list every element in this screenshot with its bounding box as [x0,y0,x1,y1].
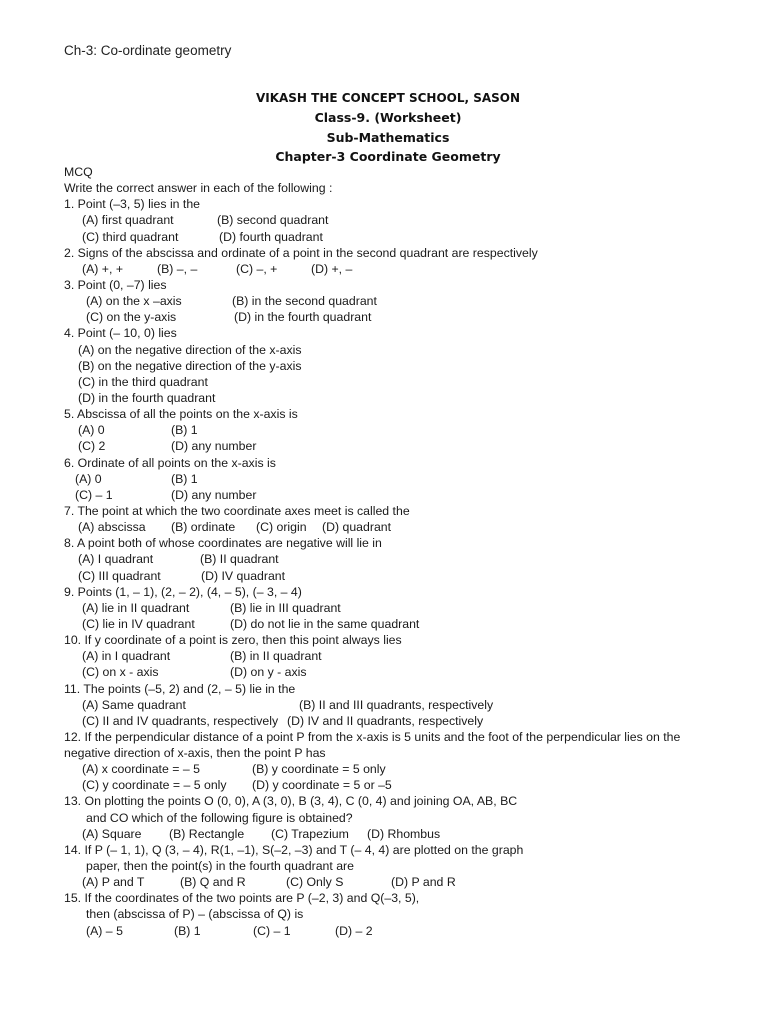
option: (C) in the third quadrant [78,374,208,389]
worksheet-body [64,164,744,939]
option: (A) 0 [75,471,102,486]
option: (A) P and T [82,875,145,890]
option: (D) Rhombus [367,826,441,841]
options-row [64,358,744,374]
option: (C) third quadrant [82,229,179,244]
option: (A) first quadrant [82,213,174,228]
options-row [64,374,744,390]
options-row [64,826,744,842]
option: (B) on the negative direction of the y-axis [78,358,302,373]
chapter-header: Ch-3: Co-ordinate geometry [64,43,232,58]
option: (B) in the second quadrant [232,294,377,309]
options-row [64,616,744,632]
option: (C) III quadrant [78,568,161,583]
option: (C) 2 [78,439,106,454]
option: (D) – 2 [335,923,373,938]
option: (B) y coordinate = 5 only [252,762,386,777]
question-1: 1. Point (–3, 5) lies in the [64,197,201,212]
options-row [64,664,744,680]
options-row [64,422,744,438]
option: (B) 1 [174,923,201,938]
option: (A) on the negative direction of the x-axis [78,342,302,357]
chapter-title: Chapter-3 Coordinate Geometry [275,148,501,164]
option: (A) in I quadrant [82,649,171,664]
option: (C) II and IV quadrants, respectively [82,713,279,728]
question-13-text2: and CO which of the following figure is obtained? [86,810,353,825]
option: (C) on x - axis [82,665,159,680]
subject-label: Sub-Mathematics [326,129,450,145]
option: (B) II and III quadrants, respectively [299,697,494,712]
option: (C) origin [256,520,307,535]
option: (A) x coordinate = – 5 [82,762,200,777]
question-9: 9. Points (1, – 1), (2, – 2), (4, – 5), (– 3, – 4) [64,584,302,599]
options-row [64,229,744,245]
question-14-text2: paper, then the point(s) in the fourth quadrant are [86,859,354,874]
options-row [64,342,744,358]
options-row [64,697,744,713]
option: (D) IV and II quadrants, respectively [287,713,484,728]
option: (C) lie in IV quadrant [82,616,195,631]
option: (D) quadrant [322,520,392,535]
school-name: VIKASH THE CONCEPT SCHOOL, SASON [255,91,521,105]
question-12: 12. If the perpendicular distance of a point P from the x-axis is 5 units and the foot of the perpendicular lies on the [64,729,681,744]
options-row [64,261,744,277]
question-7: 7. The point at which the two coordinate axes meet is called the [64,503,410,518]
option: (B) second quadrant [217,213,329,228]
question-5: 5. Abscissa of all the points on the x-axis is [64,407,298,422]
option: (B) Rectangle [169,826,245,841]
option: (C) – 1 [75,487,113,502]
option: (D) in the fourth quadrant [78,390,216,405]
options-row [64,777,744,793]
instruction: Write the correct answer in each of the following : [64,181,333,196]
option: (A) on the x –axis [86,294,182,309]
options-row [64,648,744,664]
question-10: 10. If y coordinate of a point is zero, then this point always lies [64,633,402,648]
question-2: 2. Signs of the abscissa and ordinate of a point in the second quadrant are respectively [64,245,538,260]
option: (A) Same quadrant [82,697,186,712]
option: (D) IV quadrant [201,568,286,583]
options-row [64,487,744,503]
options-row [64,471,744,487]
option: (C) Trapezium [271,826,349,841]
option: (B) in II quadrant [230,649,322,664]
question-13: 13. On plotting the points O (0, 0), A (3, 0), B (3, 4), C (0, 4) and joining OA, AB, BC [64,794,518,809]
option: (C) on the y-axis [86,310,177,325]
worksheet-title-block [0,89,768,166]
options-row [64,309,744,325]
option: (D) fourth quadrant [219,229,323,244]
question-3: 3. Point (0, –7) lies [64,277,167,292]
question-14-continued [64,858,744,874]
question-12-continued: negative direction of x-axis, then the point P has [64,746,326,761]
options-row [64,568,744,584]
option: (B) II quadrant [200,552,279,567]
option: (C) y coordinate = – 5 only [82,778,227,793]
option: (B) 1 [171,471,198,486]
option: (C) Only S [286,875,344,890]
options-row [64,600,744,616]
option: (A) I quadrant [78,552,154,567]
option: (C) – 1 [253,923,291,938]
question-15: 15. If the coordinates of the two points are P (–2, 3) and Q(–3, 5), [64,891,420,906]
options-row [64,293,744,309]
option: (B) Q and R [180,875,246,890]
option: (A) Square [82,826,142,841]
option: (A) abscissa [78,520,146,535]
option: (C) –, + [236,261,278,276]
question-11: 11. The points (–5, 2) and (2, – 5) lie in the [64,681,296,696]
option: (B) –, – [157,261,198,276]
option: (D) on y - axis [230,665,307,680]
options-row [64,713,744,729]
option: (D) y coordinate = 5 or –5 [252,778,392,793]
option: (D) any number [171,439,257,454]
option: (A) lie in II quadrant [82,600,190,615]
question-6: 6. Ordinate of all points on the x-axis is [64,455,276,470]
options-row [64,438,744,454]
question-14: 14. If P (– 1, 1), Q (3, – 4), R(1, –1), S(–2, –3) and T (– 4, 4) are plotted on the graph [64,842,524,857]
section-type: MCQ [64,165,93,179]
option: (B) 1 [171,423,198,438]
option: (D) +, – [311,261,353,276]
options-row [64,212,744,228]
question-15-continued [64,906,744,922]
class-label: Class-9. (Worksheet) [314,110,462,126]
options-row [64,551,744,567]
options-row [64,519,744,535]
options-row [64,923,744,939]
question-8: 8. A point both of whose coordinates are negative will lie in [64,536,382,551]
option: (A) +, + [82,261,124,276]
option: (B) lie in III quadrant [230,600,341,615]
option: (B) ordinate [171,520,236,535]
option: (D) P and R [391,875,456,890]
option: (D) do not lie in the same quadrant [230,616,420,631]
option: (D) in the fourth quadrant [234,310,372,325]
option: (A) 0 [78,423,105,438]
question-13-continued [64,810,744,826]
question-15-text2: then (abscissa of P) – (abscissa of Q) is [86,907,304,922]
option: (A) – 5 [86,923,123,938]
question-4: 4. Point (– 10, 0) lies [64,326,177,341]
options-row [64,874,744,890]
option: (D) any number [171,487,257,502]
options-row [64,390,744,406]
options-row [64,761,744,777]
